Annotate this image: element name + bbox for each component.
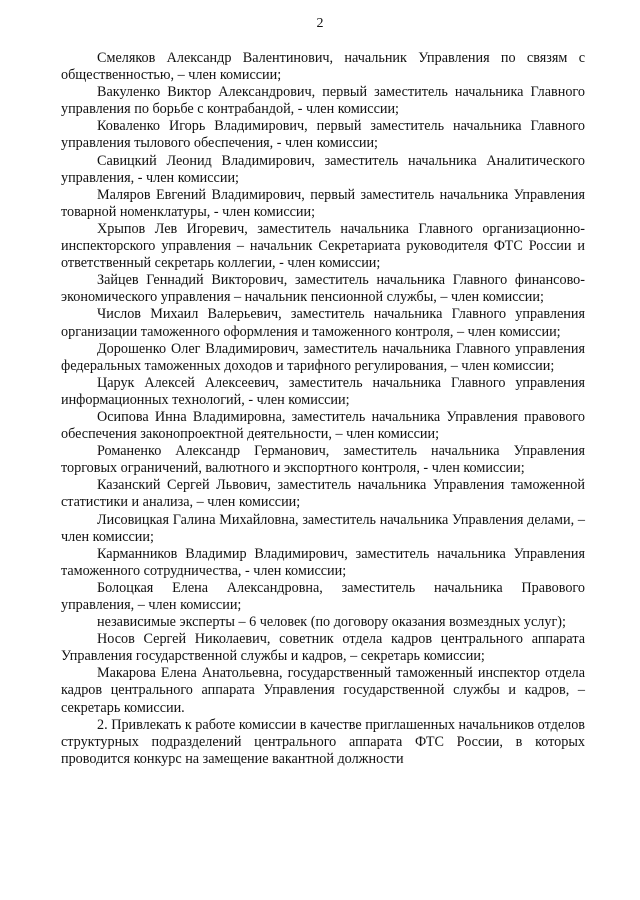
member-entry-khrypov: Хрыпов Лев Игоревич, заместитель начальника Главного организационно-инспекторского управления – начальник Секретариата руководителя ФТС России и ответственный секретарь коллегии, - член комиссии; [61,220,585,272]
member-entry-savitsky: Савицкий Леонид Владимирович, заместитель начальника Аналитического управления, - член комиссии; [61,152,585,186]
paragraph-2: 2. Привлекать к работе комиссии в качестве приглашенных начальников отделов структурных подразделений центрального аппарата ФТС России, в которых проводится конкурс на замещение вакантной должности [61,716,585,767]
member-entry-kazansky: Казанский Сергей Львович, заместитель начальника Управления таможенной статистики и анализа, – член комиссии; [61,477,585,511]
member-entry-karmannikov: Карманников Владимир Владимирович, заместитель начальника Управления таможенного сотрудничества, - член комиссии; [61,545,585,579]
secretary-entry-nosov: Носов Сергей Николаевич, советник отдела кадров центрального аппарата Управления государственной службы и кадров, – секретарь комиссии; [61,631,585,665]
member-entry-smelyakov: Смеляков Александр Валентинович, начальник Управления по связям с общественностью, – член комиссии; [61,50,585,84]
page-number: 2 [316,16,324,31]
document-body [61,50,585,768]
member-entry-malyarov: Маляров Евгений Владимирович, первый заместитель начальника Управления товарной номенклатуры, - член комиссии; [61,186,585,220]
independent-experts-entry: независимые эксперты – 6 человек (по договору оказания возмездных услуг); [97,614,566,631]
member-entry-chislov: Числов Михаил Валерьевич, заместитель начальника Главного управления организации таможенного оформления и таможенного контроля, – член комиссии; [61,306,585,340]
member-entry-romanenko: Романенко Александр Германович, заместитель начальника Управления торговых ограничений, валютного и экспортного контроля, - член комиссии; [61,443,585,477]
member-entry-kovalenko: Коваленко Игорь Владимирович, первый заместитель начальника Главного управления тылового обеспечения, - член комиссии; [61,118,585,152]
secretary-entry-makarova: Макарова Елена Анатольевна, государственный таможенный инспектор отдела кадров центрального аппарата Управления государственной службы и кадров, – секретарь комиссии. [61,665,585,716]
member-entry-zaitsev: Зайцев Геннадий Викторович, заместитель начальника Главного финансово-экономического управления – начальник пенсионной службы, – член комиссии; [61,272,585,306]
member-entry-lisovitskaya: Лисовицкая Галина Михайловна, заместитель начальника Управления делами, – член комиссии; [61,511,585,545]
member-entry-bolotskaya: Болоцкая Елена Александровна, заместитель начальника Правового управления, – член комиссии; [61,579,585,613]
member-entry-vakulenko: Вакуленко Виктор Александрович, первый заместитель начальника Главного управления по борьбе с контрабандой, - член комиссии; [61,84,585,118]
member-entry-tsaruk: Царук Алексей Алексеевич, заместитель начальника Главного управления информационных технологий, - член комиссии; [61,374,585,408]
member-entry-doroshenko: Дорошенко Олег Владимирович, заместитель начальника Главного управления федеральных таможенных доходов и тарифного регулирования, – член комиссии; [61,340,585,374]
member-entry-osipova: Осипова Инна Владимировна, заместитель начальника Управления правового обеспечения законопроектной деятельности, – член комиссии; [61,408,585,443]
